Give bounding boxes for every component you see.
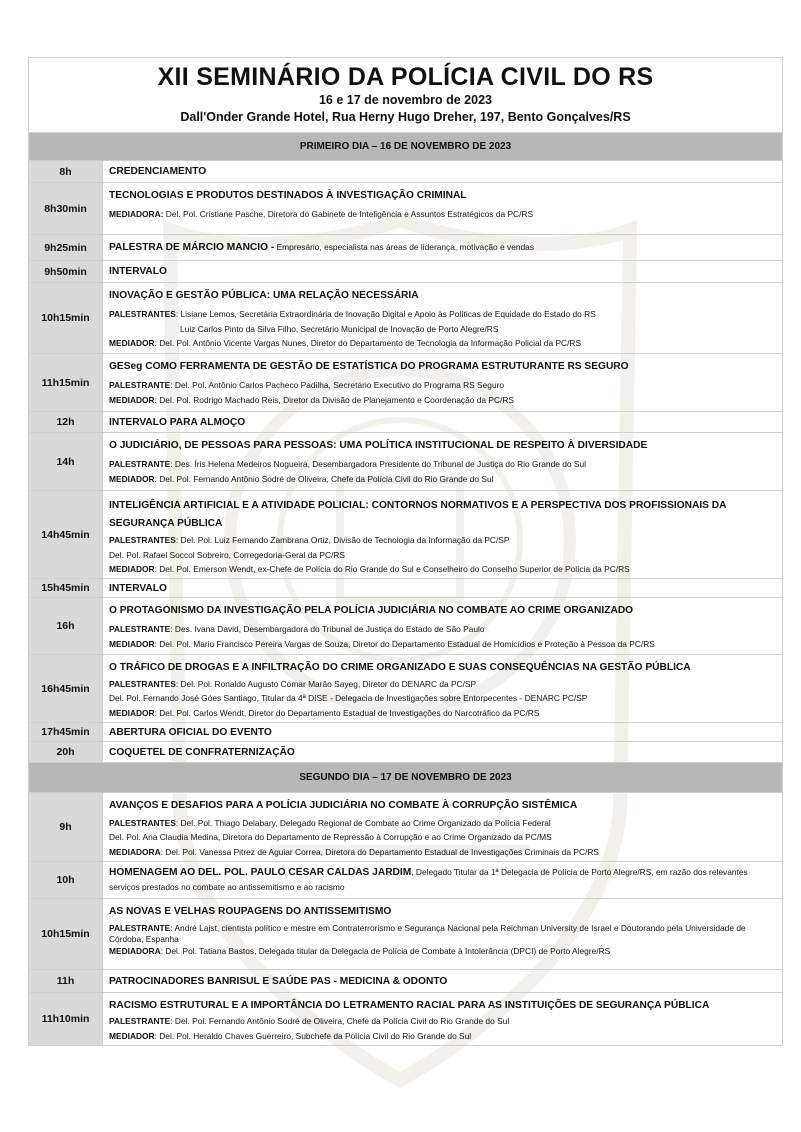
session-time: 15h45min (29, 579, 103, 597)
schedule-row (29, 579, 783, 598)
schedule-row (29, 793, 783, 862)
schedule-row (29, 354, 783, 412)
session-title: RACISMO ESTRUTURAL E A IMPORTÂNCIA DO LETRAMENTO RACIAL PARA AS INSTITUIÇÕES DE SEGURANÇA PÚBLICA (109, 1000, 710, 1011)
session-title: PATROCINADORES BANRISUL E SAÚDE PAS - MEDICINA & ODONTO (109, 975, 448, 987)
session-person: PALESTRANTE: Del. Pol. Antônio Carlos Pacheco Padilha, Secretário Executivo do Programa RS Seguro (109, 380, 505, 390)
schedule-row (29, 899, 783, 970)
session-time: 9h (29, 793, 103, 861)
session-title: O TRÁFICO DE DROGAS E A INFILTRAÇÃO DO CRIME ORGANIZADO E SUAS CONSEQUÊNCIAS NA GESTÃO PÚBLICA (109, 662, 691, 673)
session-title: INTELIGÊNCIA ARTIFICIAL E A ATIVIDADE POLICIAL: CONTORNOS NORMATIVOS E A PERSPECTIVA DOS PROFISSIONAIS DA SEGURANÇA PÚBLICA (109, 500, 727, 529)
session-person: Del. Pol. Rafael Soccol Sobreiro, Corregedoria-Geral da PC/RS (109, 549, 346, 560)
session-time: 11h (29, 970, 103, 992)
session-time: 9h50min (29, 261, 103, 282)
schedule-row (29, 261, 783, 283)
session-person: PALESTRANTES: Del. Pol. Luiz Fernando Zambrana Ortiz, Divisão de Tecnologia da Informação da PC/SP (109, 535, 510, 545)
session-person: PALESTRANTES: Lisiane Lemos, Secretária Extraordinária de Inovação Digital e Apoio às Políticas de Equidade do Estado do RS (109, 309, 596, 319)
session-person: PALESTRANTE: Des. Íris Helena Medeiros Nogueira, Desembargadora Presidente do Tribunal de Justiça do Rio Grande do Sul (109, 459, 586, 469)
session-person: MEDIADOR: Del. Pol. Heraldo Chaves Guerreiro, Subchefe da Polícia Civil do Rio Grande do Sul (109, 1030, 472, 1041)
session-person: PALESTRANTE: André Lajst, cientista político e mestre em Contraterrorismo e Segurança Nacional pela Reichman University de Israel e Doutorando pela Universidade de Córdoba, Espanha (109, 923, 746, 944)
schedule-row (29, 491, 783, 579)
day-one-heading: PRIMEIRO DIA – 16 DE NOVEMBRO DE 2023 (29, 133, 783, 161)
schedule-row (29, 993, 783, 1046)
session-title: INTERVALO (109, 266, 167, 277)
session-person: PALESTRANTE: Des. Ivana David, Desembargadora do Tribunal de Justiça do Estado de São Paulo (109, 624, 485, 634)
session-time: 8h30min (29, 183, 103, 234)
session-title: GESeg COMO FERRAMENTA DE GESTÃO DE ESTATÍSTICA DO PROGRAMA ESTRUTURANTE RS SEGURO (109, 361, 629, 372)
session-time: 14h45min (29, 491, 103, 578)
session-title: INOVAÇÃO E GESTÃO PÚBLICA: UMA RELAÇÃO NECESSÁRIA (109, 290, 419, 301)
session-title: AVANÇOS E DESAFIOS PARA A POLÍCIA JUDICIÁRIA NO COMBATE À CORRUPÇÃO SISTÊMICA (109, 800, 578, 811)
session-person: Luiz Carlos Pinto da Silva Filho, Secretário Municipal de Inovação de Porto Alegre/RS (180, 323, 499, 334)
program-sheet (28, 57, 783, 1046)
schedule-row (29, 161, 783, 183)
session-title: ABERTURA OFICIAL DO EVENTO (109, 726, 272, 738)
page-title: XII SEMINÁRIO DA POLÍCIA CIVIL DO RS (157, 63, 654, 91)
session-time: 16h45min (29, 655, 103, 722)
session-time: 20h (29, 742, 103, 762)
session-time: 10h (29, 862, 103, 898)
schedule-row (29, 742, 783, 763)
schedule-row (29, 235, 783, 261)
session-person: MEDIADORA: Del. Pol. Tatiana Bastos, Delegada titular da Delegacia de Polícia de Combate à Intolerância (DPCI) de Porto Alegre/RS (109, 946, 611, 956)
session-time: 10h15min (29, 283, 103, 353)
session-person: MEDIADOR: Del. Pol. Rodrigo Machado Reis, Diretor da Divisão de Planejamento e Coordenação da PC/RS (109, 394, 514, 405)
event-dates: 16 e 17 de novembro de 2023 (318, 93, 492, 107)
day-two-heading: SEGUNDO DIA – 17 DE NOVEMBRO DE 2023 (29, 763, 783, 793)
schedule-row (29, 655, 783, 723)
schedule-row (29, 433, 783, 491)
session-person: PALESTRANTES: Del. Pol. Thiago Delabary, Delegado Regional de Combate ao Crime Organizado da Polícia Federal (109, 817, 551, 828)
session-time: 8h (29, 161, 103, 182)
session-time: 12h (29, 412, 103, 432)
session-time: 17h45min (29, 723, 103, 741)
program-header (29, 58, 783, 133)
session-title: INTERVALO (109, 582, 167, 594)
session-person: MEDIADORA: Del. Pol. Cristiane Pasche, Diretora do Gabinete de Inteligência e Assuntos Estratégicos da PC/RS (109, 209, 534, 219)
session-time: 11h10min (29, 993, 103, 1045)
event-venue: Dall'Onder Grande Hotel, Rua Herny Hugo Dreher, 197, Bento Gonçalves/RS (180, 110, 631, 124)
session-title: CREDENCIAMENTO (109, 166, 207, 177)
schedule-row (29, 412, 783, 433)
session-person: MEDIADOR: Del. Pol. Fernando Antônio Sodré de Oliveira, Chefe da Polícia Civil do Rio Grande do Sul (109, 473, 494, 484)
session-person: MEDIADOR: Del. Pol. Emerson Wendt, ex-Chefe de Polícia do Rio Grande do Sul e Conselheiro do Conselho Superior de Polícia da PC/RS (109, 564, 630, 574)
session-title: O JUDICIÁRIO, DE PESSOAS PARA PESSOAS: UMA POLÍTICA INSTITUCIONAL DE RESPEITO À DIVERSIDADE (109, 440, 648, 451)
session-title: O PROTAGONISMO DA INVESTIGAÇÃO PELA POLÍCIA JUDICIÁRIA NO COMBATE AO CRIME ORGANIZADO (109, 605, 634, 616)
session-title: PALESTRA DE MÁRCIO MANCIO - Empresário, especialista nas áreas de liderança, motivação e vendas (109, 242, 535, 253)
session-title: TECNOLOGIAS E PRODUTOS DESTINADOS À INVESTIGAÇÃO CRIMINAL (109, 190, 467, 201)
schedule-row (29, 862, 783, 899)
schedule-row (29, 970, 783, 993)
session-time: 14h (29, 433, 103, 490)
session-person: Del. Pol. Fernando José Góes Santiago, Titular da 4ª DISE - Delegacia de Investigações sobre Entorpecentes - DENARC PC/SP (109, 693, 588, 703)
schedule-row (29, 283, 783, 354)
session-title: HOMENAGEM AO DEL. POL. PAULO CESAR CALDAS JARDIM, Delegado Titular da 1ª Delegacia de Polícia de Porto Alegre/RS, em razão dos relevantes serviços prestados no combate ao antissemitismo e ao racismo (109, 867, 748, 892)
session-title: AS NOVAS E VELHAS ROUPAGENS DO ANTISSEMITISMO (109, 906, 392, 917)
session-person: MEDIADORA: Del. Pol. Vanessa Pitrez de Aguiar Correa, Diretora do Departamento Estadual de Investigações Criminais da PC/RS (109, 846, 600, 857)
session-person: MEDIADOR: Del. Pol. Carlos Wendt, Diretor do Departamento Estadual de Investigações do Narcotráfico da PC/RS (109, 707, 540, 718)
schedule-row (29, 598, 783, 655)
session-title: COQUETEL DE CONFRATERNIZAÇÃO (109, 746, 295, 758)
schedule-row (29, 183, 783, 235)
session-person: Del. Pol. Ana Claudia Medina, Diretora do Departamento de Repressão à Corrupção e ao Crime Organizado da PC/MS (109, 832, 552, 842)
schedule-row (29, 723, 783, 742)
session-title: INTERVALO PARA ALMOÇO (109, 416, 246, 428)
session-person: PALESTRANTES: Del. Pol. Ronaldo Augusto Comar Marão Sayeg, Diretor do DENARC da PC/SP (109, 678, 477, 689)
session-time: 11h15min (29, 354, 103, 411)
session-time: 10h15min (29, 899, 103, 969)
session-person: PALESTRANTE: Del. Pol. Fernando Antônio Sodré de Oliveira, Chefe da Polícia Civil do Rio Grande do Sul (109, 1016, 510, 1026)
session-time: 9h25min (29, 235, 103, 260)
session-person: MEDIADOR: Del. Pol. Antônio Vicente Vargas Nunes, Diretor do Departamento de Tecnologia da Informação Policial da PC/RS (109, 338, 582, 348)
session-person: MEDIADOR: Del. Pol. Mario Francisco Pereira Vargas de Souza, Diretor do Departamento Estadual de Homicídios e Proteção à Pessoa da PC/RS (109, 638, 655, 649)
session-time: 16h (29, 598, 103, 654)
